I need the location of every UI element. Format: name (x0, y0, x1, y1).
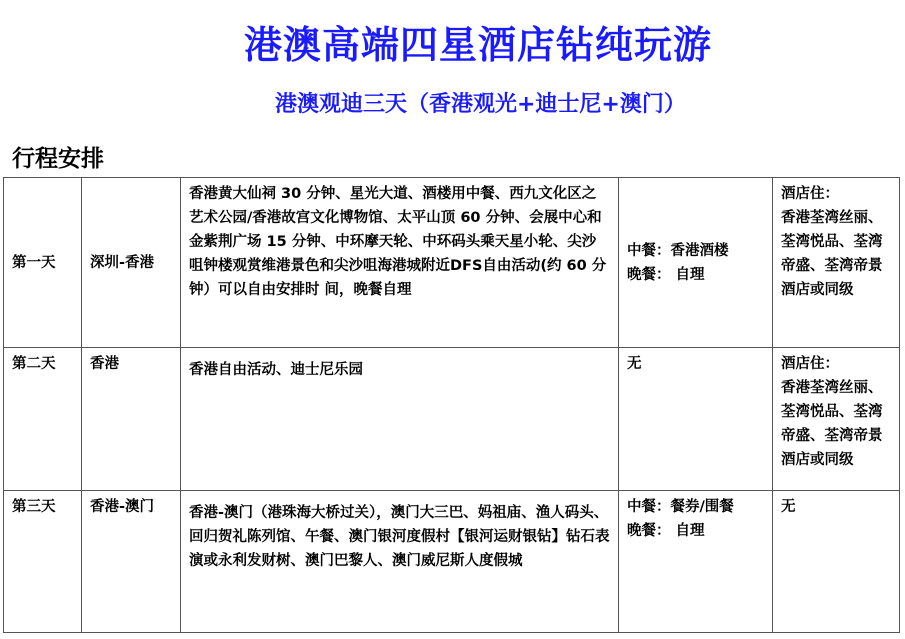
dinner-text: 晚餐： 自理 (627, 266, 705, 283)
day-cell: 第二天 (4, 348, 82, 491)
route-cell: 香港-澳门 (82, 491, 181, 633)
day-cell: 第三天 (4, 491, 82, 633)
day-cell: 第一天 (4, 178, 82, 348)
meals-cell (619, 178, 773, 348)
section-heading: 行程安排 (12, 146, 104, 172)
itinerary-cell: 香港-澳门（港珠海大桥过关），澳门大三巴、妈祖庙、渔人码头、回归贺礼陈列馆、午餐、澳门银河度假村【银河运财银钻】钻石表演或永利发财树、澳门巴黎人、澳门威尼斯人度假城 (181, 491, 619, 633)
route-cell: 深圳-香港 (82, 178, 181, 348)
hotel-cell: 无 (773, 491, 900, 633)
hotel-cell (773, 178, 900, 348)
page-title: 港澳高端四星酒店钻纯玩游 (243, 23, 712, 67)
lunch-text: 中餐：餐券/围餐 (627, 499, 734, 515)
itinerary-cell: 香港自由活动、迪士尼乐园 (181, 348, 619, 491)
hotel-label: 酒店住： (781, 356, 839, 372)
lunch-text: 中餐：香港酒楼 (627, 242, 729, 259)
table-row (4, 178, 900, 348)
itinerary-table (3, 177, 900, 633)
hotel-cell (773, 348, 900, 491)
page-subtitle: 港澳观迪三天（香港观光+迪士尼+澳门） (275, 92, 686, 117)
meals-cell (619, 491, 773, 633)
table-row (4, 348, 900, 491)
route-cell: 香港 (82, 348, 181, 491)
meals-cell: 无 (619, 348, 773, 491)
dinner-text: 晚餐： 自理 (627, 523, 705, 539)
hotel-text: 香港荃湾丝丽、荃湾悦品、荃湾帝盛、荃湾帝景酒店或同级 (781, 210, 883, 298)
hotel-text: 香港荃湾丝丽、荃湾悦品、荃湾帝盛、荃湾帝景酒店或同级 (781, 380, 883, 468)
itinerary-cell: 香港黄大仙祠 30 分钟、星光大道、酒楼用中餐、西九文化区之艺术公园/香港故宫文化博物馆、太平山顶 60 分钟、会展中心和金紫荆广场 15 分钟、中环摩天轮、中环码头乘天星小轮、尖沙咀钟楼观赏维港景色和尖沙咀海港城附近DFS自由活动(约 60 分钟）可以自由安排时 间，晚餐自理 (181, 178, 619, 348)
hotel-label: 酒店住： (781, 186, 839, 202)
table-row (4, 491, 900, 633)
